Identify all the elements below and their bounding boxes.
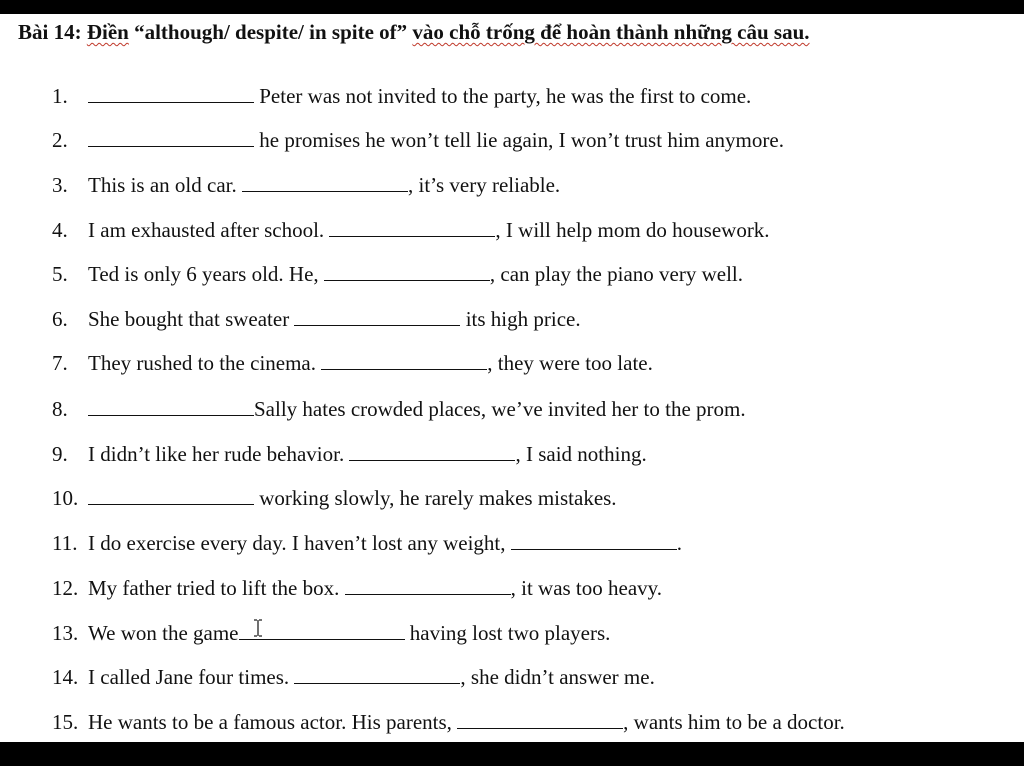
title-keywords: “although/ despite/ in spite of”	[128, 20, 413, 44]
item-text-before: My father tried to lift the box.	[88, 576, 345, 600]
exercise-item-10	[52, 483, 617, 513]
item-number: 10.	[52, 486, 79, 510]
item-text-after: Peter was not invited to the party, he was the first to come.	[259, 84, 752, 108]
item-text-after: .	[676, 531, 683, 555]
answer-blank[interactable]	[324, 262, 490, 281]
item-text-after: , wants him to be a doctor.	[623, 710, 845, 734]
item-text-after: he promises he won’t tell lie again, I won’t trust him anymore.	[259, 128, 784, 152]
exercise-item-14	[52, 662, 655, 692]
answer-blank[interactable]	[321, 351, 487, 370]
item-number: 7.	[52, 351, 68, 375]
item-text-after: , it’s very reliable.	[407, 173, 561, 197]
item-number: 4.	[52, 218, 68, 242]
answer-blank[interactable]	[511, 531, 677, 550]
exercise-item-1	[52, 81, 751, 111]
item-text-before: I do exercise every day. I haven’t lost any weight,	[88, 531, 511, 555]
answer-blank[interactable]	[294, 665, 460, 684]
item-text-after: , they were too late.	[487, 351, 653, 375]
title-word: Điền	[86, 20, 129, 44]
item-number: 9.	[52, 442, 68, 466]
exercise-item-13	[52, 618, 610, 648]
answer-blank[interactable]	[457, 710, 623, 729]
item-text-before: I am exhausted after school.	[88, 218, 330, 242]
worksheet-page	[0, 14, 1024, 742]
exercise-item-6	[52, 304, 581, 334]
exercise-item-2	[52, 125, 784, 155]
item-number: 1.	[52, 84, 68, 108]
item-text-before: She bought that sweater	[88, 307, 295, 331]
answer-blank[interactable]	[242, 173, 408, 192]
item-number: 8.	[52, 397, 68, 421]
item-text-after: working slowly, he rarely makes mistakes.	[254, 486, 617, 510]
exercise-item-8	[52, 394, 746, 424]
answer-blank[interactable]	[88, 486, 254, 505]
item-text-before: Ted is only 6 years old. He,	[88, 262, 324, 286]
answer-blank[interactable]	[239, 621, 405, 640]
item-number: 3.	[52, 173, 68, 197]
item-text-after: , I said nothing.	[515, 442, 647, 466]
item-text-after: , she didn’t answer me.	[460, 665, 655, 689]
answer-blank[interactable]	[88, 397, 254, 416]
answer-blank[interactable]	[88, 128, 254, 147]
item-text-before: They rushed to the cinema.	[88, 351, 322, 375]
exercise-item-12	[52, 573, 662, 603]
item-text-after: its high price.	[460, 307, 581, 331]
exercise-item-15	[52, 707, 845, 737]
title-instruction: vào chỗ trống để hoàn thành những câu sau.	[412, 20, 810, 44]
item-text-before: I didn’t like her rude behavior.	[88, 442, 350, 466]
item-number: 2.	[52, 128, 68, 152]
exercise-item-7	[52, 348, 653, 378]
title-prefix: Bài 14:	[18, 20, 87, 44]
item-number: 12.	[52, 576, 79, 600]
item-text-before: I called Jane four times.	[88, 665, 295, 689]
exercise-item-9	[52, 439, 647, 469]
answer-blank[interactable]	[329, 218, 495, 237]
item-number: 6.	[52, 307, 68, 331]
exercise-item-3	[52, 170, 560, 200]
exercise-title	[18, 20, 810, 45]
item-text-after: , I will help mom do housework.	[495, 218, 770, 242]
item-text-before: He wants to be a famous actor. His parents,	[88, 710, 458, 734]
answer-blank[interactable]	[345, 576, 511, 595]
item-number: 5.	[52, 262, 68, 286]
exercise-item-5	[52, 259, 743, 289]
exercise-item-11	[52, 528, 682, 558]
item-text-after: , can play the piano very well.	[489, 262, 743, 286]
item-number: 15.	[52, 710, 79, 734]
item-text-before: This is an old car.	[88, 173, 242, 197]
text-cursor-icon	[253, 619, 263, 637]
exercise-item-4	[52, 215, 770, 245]
item-text-before: We won the game	[88, 621, 239, 645]
item-number: 13.	[52, 621, 79, 645]
answer-blank[interactable]	[88, 84, 254, 103]
answer-blank[interactable]	[294, 307, 460, 326]
item-number: 14.	[52, 665, 79, 689]
item-text-after: Sally hates crowded places, we’ve invited her to the prom.	[254, 397, 746, 421]
item-text-after: having lost two players.	[404, 621, 611, 645]
answer-blank[interactable]	[349, 442, 515, 461]
item-text-after: , it was too heavy.	[510, 576, 663, 600]
item-number: 11.	[52, 531, 78, 555]
